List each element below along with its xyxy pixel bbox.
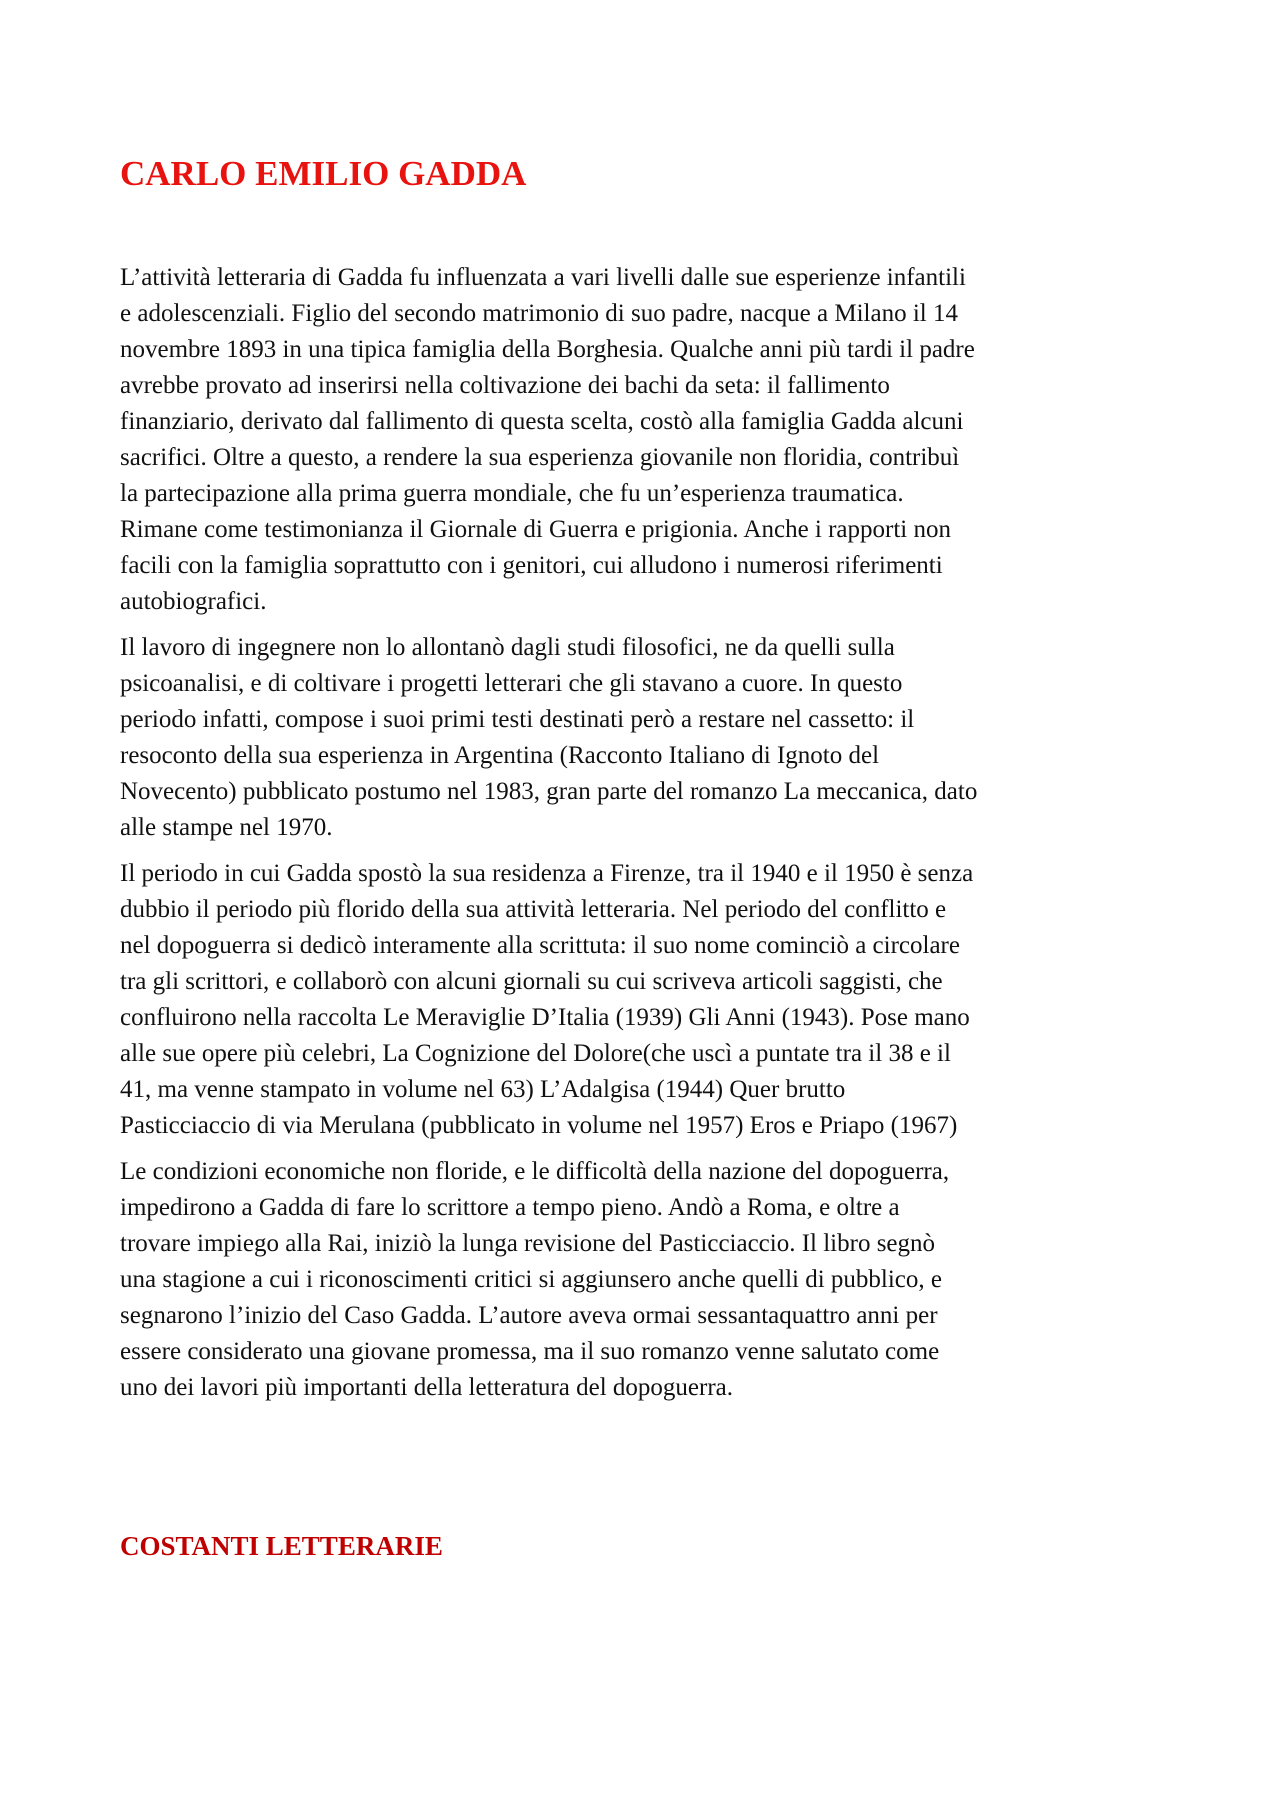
paragraph-3 [120,856,1180,1144]
paragraph-line: la partecipazione alla prima guerra mondiale, che fu un’esperienza traumatica. [120,480,904,507]
paragraph-line: Novecento) pubblicato postumo nel 1983, gran parte del romanzo La meccanica, dato [120,778,978,805]
paragraph-line: Rimane come testimonianza il Giornale di Guerra e prigionia. Anche i rapporti non [120,516,951,543]
paragraph-line: nel dopoguerra si dedicò interamente alla scrittuta: il suo nome cominciò a circolare [120,932,960,959]
paragraph-line: sacrifici. Oltre a questo, a rendere la sua esperienza giovanile non floridia, contribuì [120,444,960,471]
body-text [120,260,1180,1416]
paragraph-line: impedirono a Gadda di fare lo scrittore a tempo pieno. Andò a Roma, e oltre a [120,1194,900,1221]
section-title: COSTANTI LETTERARIE [120,1531,443,1561]
paragraph-4 [120,1154,1180,1406]
paragraph-2 [120,630,1180,846]
paragraph-line: psicoanalisi, e di coltivare i progetti letterari che gli stavano a cuore. In questo [120,670,903,697]
paragraph-line: Il lavoro di ingegnere non lo allontanò dagli studi filosofici, ne da quelli sulla [120,634,895,661]
paragraph-line: periodo infatti, compose i suoi primi testi destinati però a restare nel cassetto: il [120,706,915,733]
paragraph-line: novembre 1893 in una tipica famiglia della Borghesia. Qualche anni più tardi il padre [120,336,975,363]
paragraph-line: confluirono nella raccolta Le Meraviglie D’Italia (1939) Gli Anni (1943). Pose mano [120,1004,970,1031]
paragraph-line: Il periodo in cui Gadda spostò la sua residenza a Firenze, tra il 1940 e il 1950 è senza [120,860,974,887]
paragraph-1 [120,260,1180,620]
paragraph-line: resoconto della sua esperienza in Argentina (Racconto Italiano di Ignoto del [120,742,880,769]
paragraph-line: e adolescenziali. Figlio del secondo matrimonio di suo padre, nacque a Milano il 14 [120,300,958,327]
paragraph-line: Pasticciaccio di via Merulana (pubblicato in volume nel 1957) Eros e Priapo (1967) [120,1112,958,1139]
paragraph-line: 41, ma venne stampato in volume nel 63) L’Adalgisa (1944) Quer brutto [120,1076,846,1103]
paragraph-line: alle sue opere più celebri, La Cognizione del Dolore(che uscì a puntate tra il 38 e il [120,1040,951,1067]
paragraph-line: una stagione a cui i riconoscimenti critici si aggiunsero anche quelli di pubblico, e [120,1266,942,1293]
paragraph-line: L’attività letteraria di Gadda fu influenzata a vari livelli dalle sue esperienze infantili [120,264,966,291]
paragraph-line: finanziario, derivato dal fallimento di questa scelta, costò alla famiglia Gadda alcuni [120,408,964,435]
paragraph-line: essere considerato una giovane promessa, ma il suo romanzo venne salutato come [120,1338,940,1365]
paragraph-line: segnarono l’inizio del Caso Gadda. L’autore aveva ormai sessantaquattro anni per [120,1302,938,1329]
page-title: CARLO EMILIO GADDA [120,154,527,193]
paragraph-line: alle stampe nel 1970. [120,814,333,841]
paragraph-line: facili con la famiglia soprattutto con i genitori, cui alludono i numerosi riferimenti [120,552,943,579]
paragraph-line: dubbio il periodo più florido della sua attività letteraria. Nel periodo del conflitto e [120,896,947,923]
paragraph-line: autobiografici. [120,588,267,615]
paragraph-line: tra gli scrittori, e collaborò con alcuni giornali su cui scriveva articoli saggisti, che [120,968,943,995]
paragraph-line: avrebbe provato ad inserirsi nella coltivazione dei bachi da seta: il fallimento [120,372,890,399]
paragraph-line: trovare impiego alla Rai, iniziò la lunga revisione del Pasticciaccio. Il libro segnò [120,1230,936,1257]
paragraph-line: Le condizioni economiche non floride, e le difficoltà della nazione del dopoguerra, [120,1158,950,1185]
paragraph-line: uno dei lavori più importanti della letteratura del dopoguerra. [120,1374,733,1401]
